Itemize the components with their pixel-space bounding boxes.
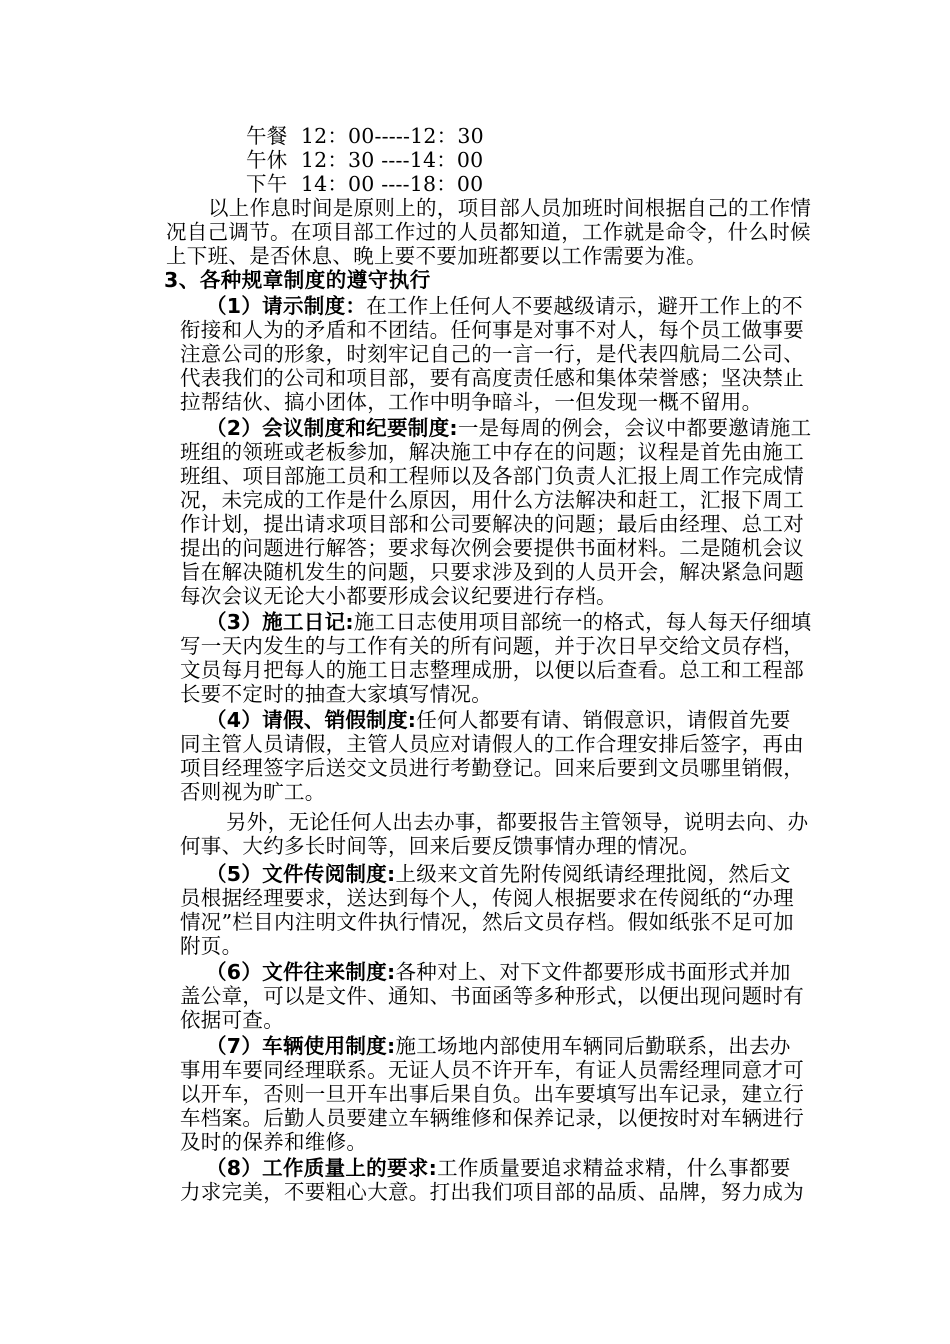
item-line: 拉帮结伙、搞小团体，工作中明争暗斗，一但发现一概不留用。	[180, 390, 763, 414]
item-text: 上级来文首先附传阅纸请经理批阅，然后文	[395, 862, 791, 886]
item-line: 况，未完成的工作是什么原因，用什么方法解决和赶工，汇报下周工	[180, 488, 804, 512]
item-title: （8）工作质量上的要求:	[206, 1156, 438, 1180]
schedule-label: 午餐	[246, 124, 288, 148]
item-line: 员根据经理要求，送达到每个人，传阅人根据要求在传阅纸的“办理	[180, 886, 794, 910]
item-title: （4）请假、销假制度:	[206, 708, 417, 732]
additional-line: 何事、大约多长时间等，回来后要反馈事情办理的情况。	[180, 834, 700, 858]
item-line: 每次会议无论大小都要形成会议纪要进行存档。	[180, 584, 617, 608]
item-text: 工作质量要追求精益求精，什么事都要	[437, 1156, 791, 1180]
item-line: 车档案。后勤人员要建立车辆维修和保养记录，以便按时对车辆进行	[180, 1106, 804, 1130]
schedule-row-afternoon	[246, 172, 483, 196]
item-line: 盖公章，可以是文件、通知、书面函等多种形式，以便出现问题时有	[180, 984, 804, 1008]
item-line: 注意公司的形象，时刻牢记自己的一言一行，是代表四航局二公司、	[180, 342, 804, 366]
item-line: 长要不定时的抽查大家填写情况。	[180, 682, 492, 706]
item-line: 提出的问题进行解答；要求每次例会要提供书面材料。二是随机会议	[180, 536, 804, 560]
item-line: 附页。	[180, 934, 243, 958]
schedule-row-lunch	[246, 124, 484, 148]
intro-line: 况自己调节。在项目部工作过的人员都知道，工作就是命令，什么时候	[166, 220, 811, 244]
additional-line: 另外，无论任何人出去办事，都要报告主管领导，说明去向、办	[226, 810, 809, 834]
item-first-line	[206, 294, 803, 318]
item-text: 在工作上任何人不要越级请示，避开工作上的不	[366, 294, 803, 318]
schedule-time: 12：00-----12：30	[300, 124, 484, 148]
item-line: 否则视为旷工。	[180, 780, 326, 804]
item-line: 情况”栏目内注明文件执行情况，然后文员存档。假如纸张不足可加	[180, 910, 794, 934]
item-line: 班组的领班或老板参加，解决施工中存在的问题；议程是首先由施工	[180, 440, 804, 464]
section-heading: 3、各种规章制度的遵守执行	[164, 268, 431, 292]
item-line: 代表我们的公司和项目部，要有高度责任感和集体荣誉感；坚决禁止	[180, 366, 804, 390]
item-line: 项目经理签字后送交文员进行考勤登记。回来后要到文员哪里销假，	[180, 756, 804, 780]
schedule-label: 午休	[246, 148, 288, 172]
schedule-time: 14：00 ----18：00	[300, 172, 484, 196]
item-line: 文员每月把每人的施工日志整理成册，以便以后查看。总工和工程部	[180, 658, 804, 682]
item-first-line	[206, 960, 791, 984]
item-line: 依据可查。	[180, 1008, 284, 1032]
item-title: （1）请示制度：	[206, 294, 367, 318]
item-line: 事用车要同经理联系。无证人员不许开车，有证人员需经理同意才可	[180, 1058, 804, 1082]
item-line: 班组、项目部施工员和工程师以及各部门负责人汇报上周工作完成情	[180, 464, 804, 488]
intro-line: 以上作息时间是原则上的，项目部人员加班时间根据自己的工作情	[208, 196, 812, 220]
item-first-line	[206, 1034, 791, 1058]
item-title: （2）会议制度和纪要制度:	[206, 416, 458, 440]
item-line: 旨在解决随机发生的问题，只要求涉及到的人员开会，解决紧急问题	[180, 560, 804, 584]
item-text: 任何人都要有请、销假意识，请假首先要	[416, 708, 791, 732]
item-first-line	[206, 416, 811, 440]
item-line: 同主管人员请假，主管人员应对请假人的工作合理安排后签字，再由	[180, 732, 804, 756]
schedule-time: 12：30 ----14：00	[300, 148, 484, 172]
item-title: （7）车辆使用制度:	[206, 1034, 396, 1058]
item-first-line	[206, 862, 791, 886]
item-first-line	[206, 1156, 791, 1180]
item-title: （5）文件传阅制度:	[206, 862, 396, 886]
item-first-line	[206, 708, 791, 732]
item-text: 施工日志使用项目部统一的格式，每人每天仔细填	[353, 610, 812, 634]
item-line: 衔接和人为的矛盾和不团结。任何事是对事不对人，每个员工做事要	[180, 318, 804, 342]
item-text: 施工场地内部使用车辆同后勤联系，出去办	[395, 1034, 791, 1058]
item-title: （6）文件往来制度:	[206, 960, 396, 984]
item-text: 一是每周的例会，会议中都要邀请施工	[457, 416, 812, 440]
item-line: 及时的保养和维修。	[180, 1130, 368, 1154]
schedule-row-nap	[246, 148, 483, 172]
item-title: （3）施工日记:	[206, 610, 354, 634]
schedule-label: 下午	[246, 172, 288, 196]
item-line: 以开车，否则一旦开车出事后果自负。出车要填写出车记录，建立行	[180, 1082, 804, 1106]
item-line: 作计划，提出请求项目部和公司要解决的问题；最后由经理、总工对	[180, 512, 804, 536]
item-line: 力求完美，不要粗心大意。打出我们项目部的品质、品牌，努力成为	[180, 1180, 804, 1204]
intro-line: 上下班、是否休息、晚上要不要加班都要以工作需要为准。	[166, 244, 707, 268]
item-first-line	[206, 610, 811, 634]
item-text: 各种对上、对下文件都要形成书面形式并加	[395, 960, 791, 984]
item-line: 写一天内发生的与工作有关的所有问题，并于次日早交给文员存档，	[180, 634, 804, 658]
